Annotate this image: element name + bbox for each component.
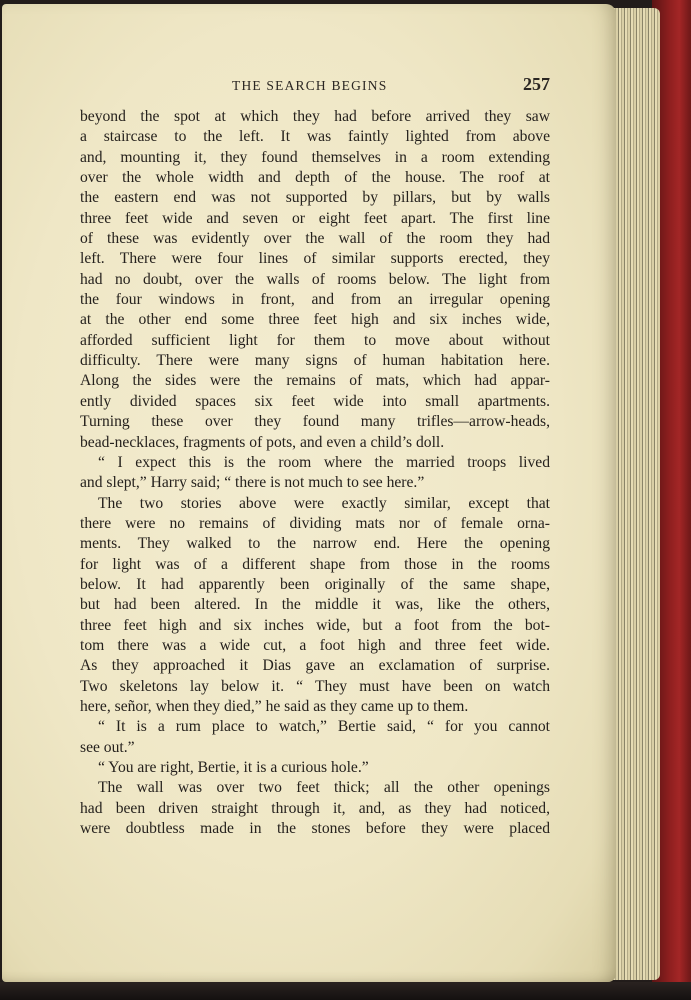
text-line: “ You are right, Bertie, it is a curious hole.”: [98, 759, 369, 776]
text-line: see out.”: [80, 738, 135, 756]
text-line: bead-necklaces, fragments of pots, and even a child’s doll.: [80, 433, 445, 451]
running-head: THE SEARCH BEGINS: [232, 78, 388, 93]
text-line: a staircase to the left. It was faintly lighted from above: [80, 128, 550, 146]
text-line: As they approached it Dias gave an exclamation of surprise.: [80, 657, 550, 675]
text-line: had been driven straight through it, and, as they had noticed,: [80, 799, 550, 817]
text-line: below. It had apparently been originally of the same shape,: [80, 575, 550, 593]
text-line: three feet wide and seven or eight feet apart. The first line: [80, 209, 550, 227]
body-text: [80, 107, 550, 839]
text-line: left. There were four lines of similar supports erected, they: [80, 250, 550, 268]
text-line: beyond the spot at which they had before arrived they saw: [80, 108, 550, 125]
text-line: and slept,” Harry said; “ there is not much to see here.”: [80, 474, 425, 492]
text-line: afforded sufficient light for them to move about without: [80, 331, 550, 349]
text-line: had no doubt, over the walls of rooms below. The light from: [80, 270, 550, 288]
text-line: Two skeletons lay below it. “ They must have been on watch: [80, 677, 550, 695]
text-line: for light was of a different shape from those in the rooms: [80, 555, 550, 573]
text-line: were doubtless made in the stones before they were placed: [80, 820, 550, 838]
text-line: “ I expect this is the room where the married troops lived: [98, 453, 550, 471]
text-line: The two stories above were exactly similar, except that: [98, 494, 550, 512]
page-header: [80, 76, 550, 98]
text-line: of these was evidently over the wall of the room they had: [80, 230, 550, 248]
text-line: three feet high and six inches wide, but a foot from the bot-: [80, 616, 550, 634]
text-line: ently divided spaces six feet wide into small apartments.: [80, 392, 550, 410]
text-line: and, mounting it, they found themselves in a room extending: [80, 148, 550, 166]
text-line: tom there was a wide cut, a foot high and three feet wide.: [80, 636, 550, 654]
text-line: at the other end some three feet high and six inches wide,: [80, 311, 550, 329]
scan-bottom-edge: [0, 982, 691, 1000]
text-line: there were no remains of dividing mats nor of female orna-: [80, 514, 550, 532]
text-line: the eastern end was not supported by pillars, but by walls: [80, 189, 550, 207]
text-line: difficulty. There were many signs of human habitation here.: [80, 352, 550, 370]
page-number: 257: [523, 74, 550, 94]
text-line: over the whole width and depth of the house. The roof at: [80, 169, 550, 187]
text-line: Turning these over they found many trifles—arrow-heads,: [80, 413, 550, 431]
text-line: the four windows in front, and from an irregular opening: [80, 291, 550, 309]
text-line: here, señor, when they died,” he said as they came up to them.: [80, 697, 469, 715]
text-line: “ It is a rum place to watch,” Bertie said, “ for you cannot: [98, 718, 550, 736]
text-line: ments. They walked to the narrow end. Here the opening: [80, 535, 550, 553]
text-line: but had been altered. In the middle it was, like the others,: [80, 596, 550, 614]
text-line: Along the sides were the remains of mats, which had appar-: [80, 372, 550, 390]
text-line: The wall was over two feet thick; all the other openings: [98, 779, 550, 797]
